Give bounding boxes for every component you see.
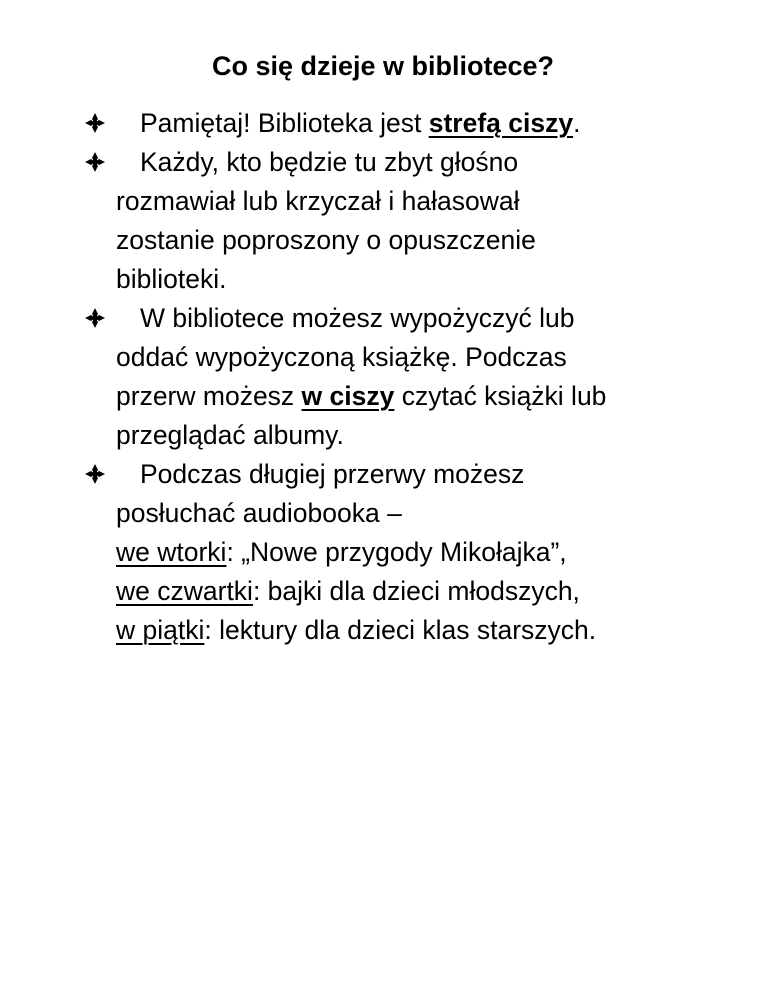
list-item-borrowing [82,299,762,455]
underlined-day: we wtorki [116,537,227,567]
list-item-line: Każdy, kto będzie tu zbyt głośno [140,147,519,177]
list-item-line: posłuchać audiobooka – [116,498,402,528]
emphasis-text: w ciszy [301,381,395,411]
list-item-line: Podczas długiej przerwy możesz [140,459,525,489]
list-item-line: we wtorki: „Nowe przygody Mikołajka”, [116,537,567,567]
list-item-line: w piątki: lektury dla dzieci klas starszych. [116,615,597,645]
list-item-line: biblioteki. [116,264,227,294]
underlined-day: w piątki [116,615,205,645]
diamond-bullet-icon [82,455,108,494]
list-item-line: oddać wypożyczoną książkę. Podczas [116,342,567,372]
emphasis-text: strefą ciszy [428,108,574,138]
diamond-bullet-icon [82,299,108,338]
list-item-line: przerw możesz w ciszy czytać książki lub [116,381,607,411]
page-title [0,46,768,86]
page-title-text: Co się dzieje w bibliotece? [211,51,555,81]
diamond-bullet-icon [82,143,108,182]
list-item-noise-rule [82,143,762,299]
list-item-audiobook [82,455,762,650]
list-item-quiet-zone [82,104,762,143]
list-item-line: przeglądać albumy. [116,420,344,450]
rules-list [82,104,762,650]
list-item-line: zostanie poproszony o opuszczenie [116,225,536,255]
list-item-line: rozmawiał lub krzyczał i hałasował [116,186,520,216]
list-item-line: we czwartki: bajki dla dzieci młodszych, [116,576,580,606]
underlined-day: we czwartki [116,576,253,606]
diamond-bullet-icon [82,104,108,143]
list-item-line: W bibliotece możesz wypożyczyć lub [140,303,575,333]
list-item-line: Pamiętaj! Biblioteka jest strefą ciszy. [140,108,581,138]
